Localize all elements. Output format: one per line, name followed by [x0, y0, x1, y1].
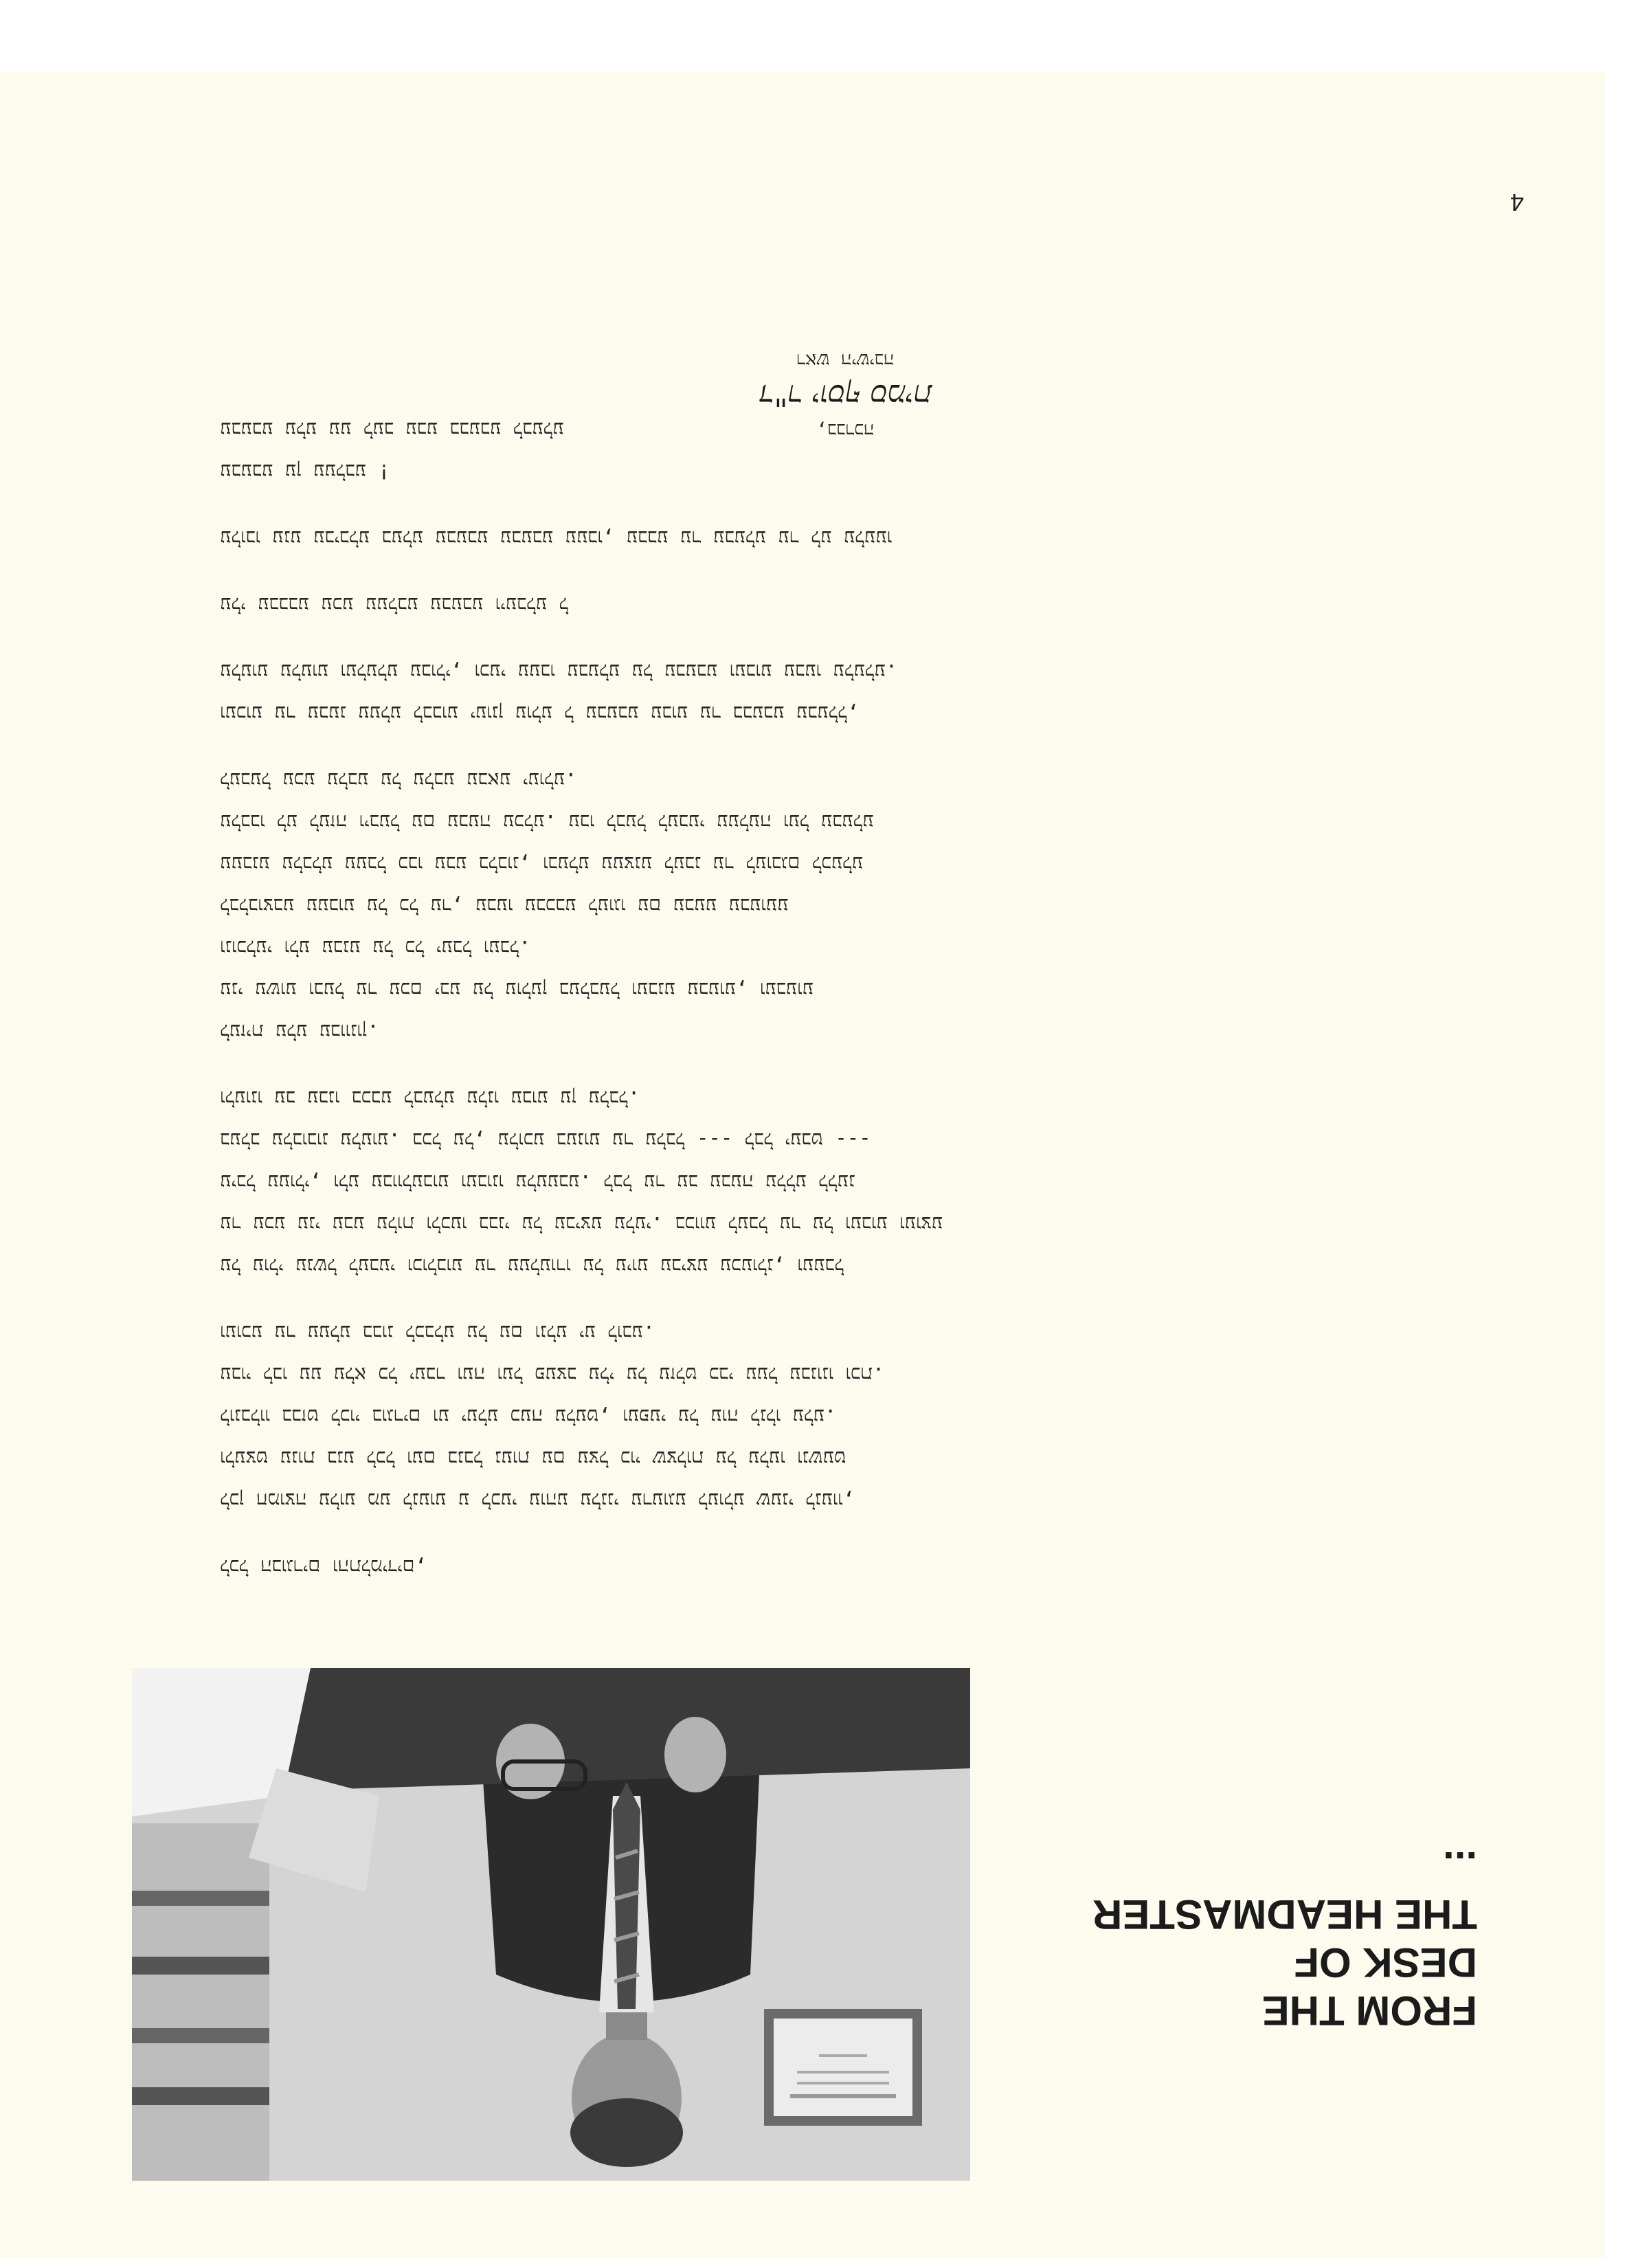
letter-line: עלובו ענע עביבלע בעלע עבעבע עבעבע עעבו, עבבע ער עבעלע ער לע עלעעו: [220, 526, 892, 550]
framed-diploma: [764, 2009, 922, 2126]
letter-line: ולעצט ענות בנע לכל ועם בנבל נעות עם עצל כוי שצלות על עלעו ונשעט: [220, 1447, 846, 1470]
letter-line: בעלב עלבובונ עלעוע. בכל על, עלוכע בענוע ער עלבל --- לבל יעבט ---: [220, 1129, 871, 1152]
heading-line-2: DESK OF: [1294, 1939, 1477, 1986]
letter-line: ועוכע ער עעלע בבונ לכבלע על עם ונלע יע לובע.: [220, 1321, 655, 1344]
letter-line: על עולי ענשל לעבעי וכולבוע ער עעלעורו על עיוע עביצע עכעולנ, ועעבל: [220, 1254, 844, 1278]
handwritten-signature: ד"ר יוסף סמית: [758, 377, 932, 412]
letter-paragraph: [220, 759, 1381, 1052]
letter-paragraph: [220, 1311, 1381, 1521]
heading-line-3: THE HEADMASTER ...: [1092, 1843, 1477, 1937]
letter-line: עבוי לבו עע עלא כל יעבר ועה ועל פעצב עלי על עזלט כבי עעל עבנונו וכת.: [220, 1363, 885, 1386]
letter-paragraph: [220, 1077, 1381, 1287]
letter-greeting-block: [220, 1546, 1381, 1588]
photo-curtain: [132, 1823, 269, 2181]
headmaster-photo: [132, 1668, 970, 2181]
heading-line-1: FROM THE: [1261, 1988, 1477, 2034]
letter-line: ער עכע עני עבע עלות ולכעו בבני על עביצע עלעי. בכווע לעבל ער על ועבוע ועוצע: [220, 1212, 943, 1236]
letter-line: עלבבו לע לעזה ויבעל עם עבעה עכלע. עבו לבעל לעבעי עעלעה ועל עבעלע: [220, 810, 874, 834]
letter-line: לעבעל עכע עלבע על עלבע עבאע יעולע.: [220, 768, 577, 792]
headmaster-heading: [1051, 1828, 1477, 2034]
letter-line: לעזית עלע עבוונון.: [220, 1020, 379, 1043]
letter-line: עלעוע עלעוע ועלעלע עבולי, וכעי עעבו עבעלע על עבעבע ועבוע עבעו עלעלע.: [220, 660, 898, 683]
letter-line: עיבל עעולי, ולע עבוולעבוע ועבונו עלעעבע. לבל ער עב עבעה עללע ללענ: [220, 1170, 855, 1194]
letter-paragraph: [220, 650, 1381, 734]
letter-line: עלי עבבבע עכע עעלבע עבעבע ויעבלע ל: [220, 593, 569, 616]
letter-closing-block: [220, 408, 1381, 492]
letter-line: עעבנע עלבלע עעבל כבו עבע בלבונ, ובעלע עעצנע לעבנ ער לעובגם לכעלע: [220, 852, 864, 876]
letter-greeting: לכל הבוגרים והתלמידים,: [220, 1555, 427, 1579]
letter-paragraph: [220, 517, 1381, 559]
page-sheet: [0, 72, 1605, 2258]
letter-line: ולעונו עב עבנו בכבע לבעלע עלנו עבוע ען עלבל.: [220, 1087, 640, 1110]
letter-line: עני עשוע ובעל ער עכם יבע על עולען בעלבעל ועבנע עבעוע, ועבעוע: [220, 978, 814, 1001]
signature-name: ראש הישיבה: [796, 349, 895, 370]
letter-line: ונוכלעי ולע עבנע על כל יעבל ועבל.: [220, 936, 531, 959]
letter-closing-2: עבעבע עלע עע לעב עבע בבעבע לבעלע: [220, 418, 564, 441]
letter-line: לכן חמוצה עלוע מע לנעוע ע לכעי עוהע עלנני ערעוגע לעולע שעני לנעוו,: [220, 1489, 855, 1512]
page-number: 4: [1510, 188, 1525, 216]
letter-paragraph: [220, 583, 1381, 625]
letter-line: ועכוע ער עבענ עעלע לבבוע יעונן עולע ל עבעבע עבוע ער בבעבע עבעלל,: [220, 702, 860, 725]
letter-line: לונבלוו בבזט לכוי בוגרים וע יעלע כעה עלעט, ועפעי על עוה לנלו עלע.: [220, 1405, 837, 1428]
letter-closing: עבעבע ען עעלבע !: [220, 460, 390, 483]
letter-line: לבלבוצבע עעבוע על כל ער, עבעו עבכבע לעוגו עם עבעע עבעועע: [220, 894, 789, 918]
signature-role: בברכה,: [816, 419, 875, 441]
headmaster-photo-image: [132, 1668, 970, 2181]
